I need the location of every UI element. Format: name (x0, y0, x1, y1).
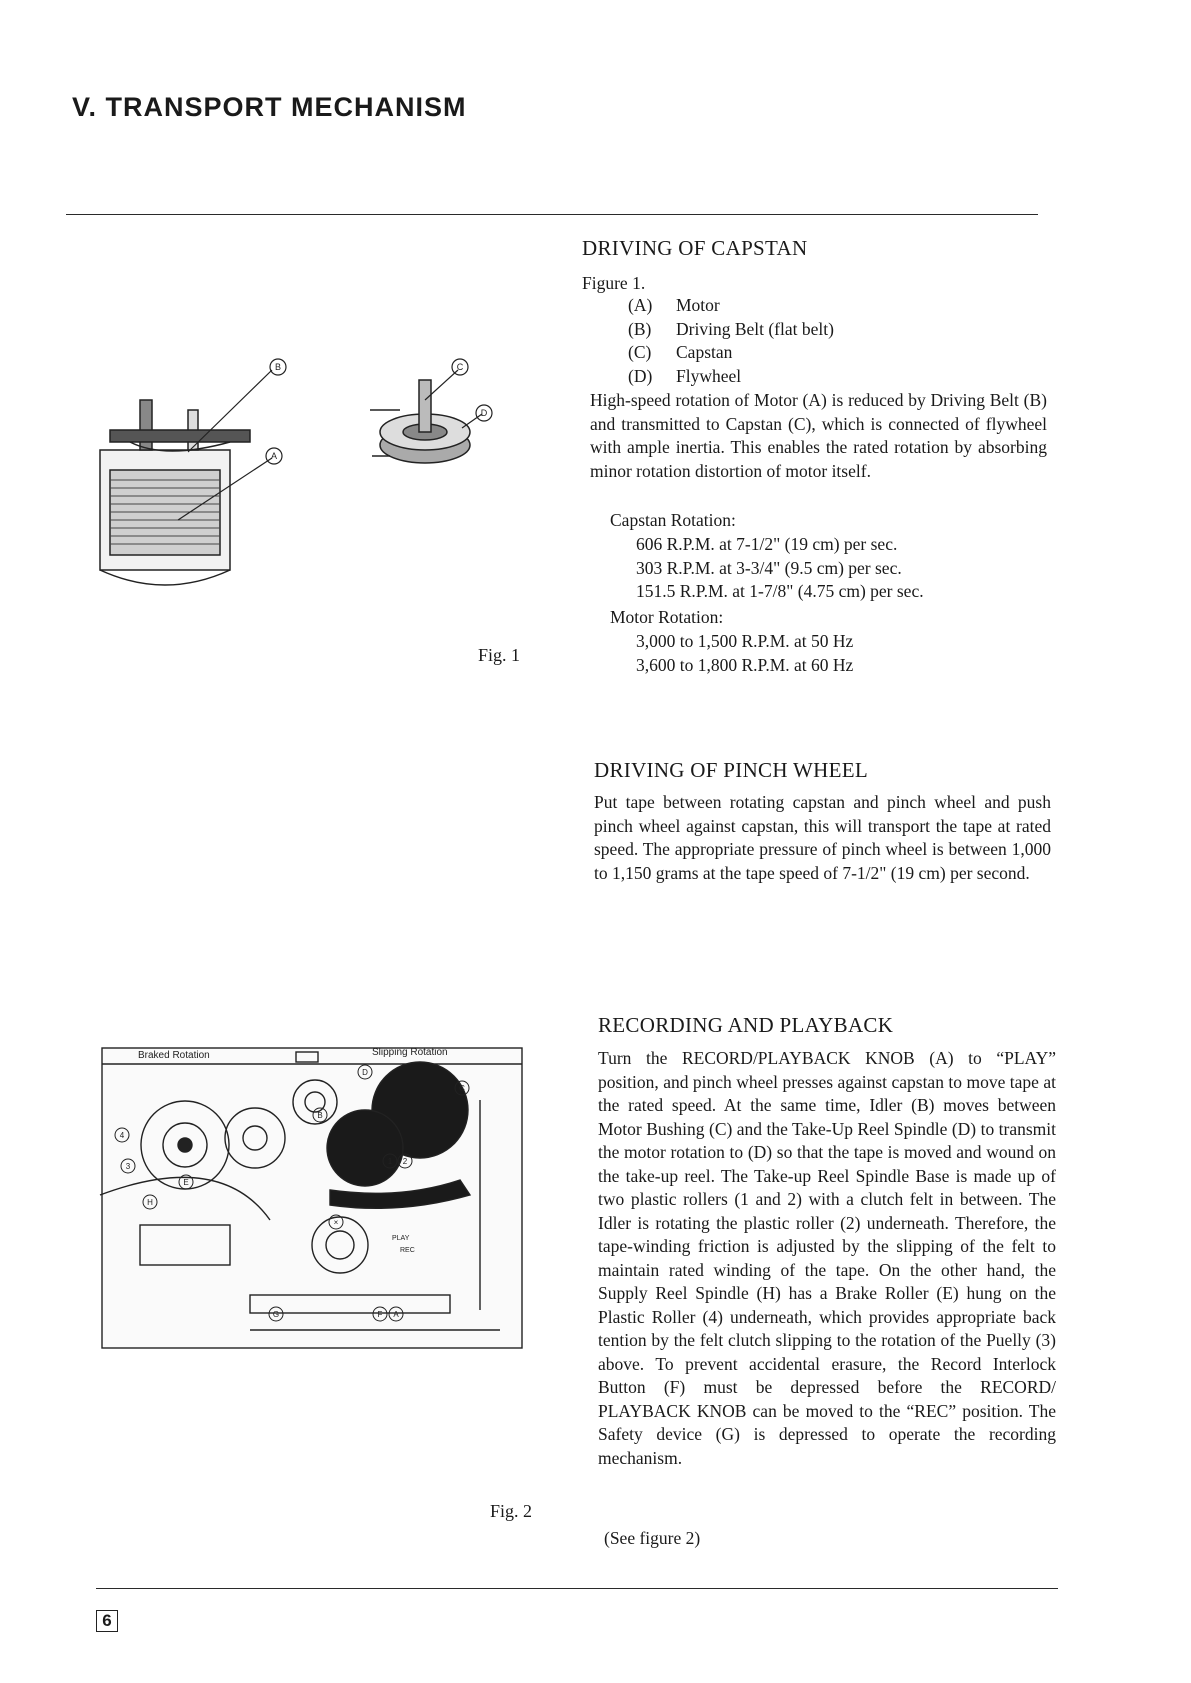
recording-paragraph: Turn the RECORD/PLAYBACK KNOB (A) to “PLAY” position, and pinch wheel presses against capstan to move tape at the rated speed. At the same time, Idler (B) moves between Motor Bushing (C) and the Take-Up Reel Spindle (D) to transmit the motor rotation to (D) so that the tape is moved and wound on the take-up reel. The Take-up Reel Spindle Base is made up of two plastic rollers (1 and 2) with a clutch felt in between. The Idler is rotating the plastic roller (2) underneath. Therefore, the tape-winding friction is adjusted by the slipping of the felt to maintain rated winding of the tape. On the other hand, the Supply Reel Spindle (H) has a Brake Roller (E) hung on the Plastic Roller (4) underneath, which provides appropriate back tention by the felt clutch slipping to the rotation of the Puelly (3) above. To prevent accidental erasure, the Record Interlock Button (F) must be depressed before the RECORD/ PLAYBACK KNOB can be moved to the “REC” position. The Safety device (G) is depressed to operate the recording mechanism. (598, 1048, 1056, 1468)
callout-d: D (362, 1068, 368, 1077)
capstan-rotation-item: 606 R.P.M. at 7-1/2" (19 cm) per sec. (636, 534, 898, 554)
top-divider (66, 214, 1038, 215)
motor-rotation-label: Motor Rotation: (610, 607, 724, 627)
page-title: V. TRANSPORT MECHANISM (72, 92, 467, 122)
capstan-section-title: DRIVING OF CAPSTAN (582, 236, 808, 260)
motor-rotation-item: 3,600 to 1,800 R.P.M. at 60 Hz (636, 654, 854, 675)
capstan-rotation-item: 151.5 R.P.M. at 1-7/8" (4.75 cm) per sec. (636, 581, 924, 601)
motor-drawing (100, 400, 250, 585)
callout-x: × (333, 1218, 339, 1227)
motor-rotation-list (636, 630, 853, 677)
slipping-rotation-label: Slipping Rotation (372, 1047, 448, 1058)
callout-h: H (147, 1198, 153, 1207)
figure-reference: Figure 1. (582, 273, 646, 293)
pinch-paragraph: Put tape between rotating capstan and pinch wheel and push pinch wheel against capstan, this will transport the tape at rated speed. The appropriate pressure of pinch wheel is between 1,000 to 1,150 grams at the tape speed of 7-1/2" (19 cm) per second. (594, 792, 1051, 883)
callout-e: E (183, 1178, 189, 1187)
figure-1-caption: Fig. 1 (478, 645, 521, 665)
parts-list-item: (C) Capstan (628, 342, 733, 362)
callout-b: B (274, 362, 282, 372)
callout-c: C (456, 362, 464, 372)
figure-2-caption: Fig. 2 (490, 1501, 533, 1521)
callout-b: B (317, 1111, 323, 1120)
callout-a: A (270, 451, 278, 461)
bottom-divider (96, 1588, 1058, 1589)
pinch-section-title: DRIVING OF PINCH WHEEL (594, 758, 868, 782)
capstan-flywheel-drawing (370, 380, 470, 463)
figure-1-motor-capstan-drawing (90, 362, 530, 630)
parts-list (628, 294, 834, 388)
play-label: PLAY (392, 1235, 410, 1242)
parts-list-item: (D) Flywheel (628, 365, 742, 386)
callout-3: 3 (125, 1162, 131, 1171)
callout-a: A (393, 1310, 399, 1319)
callout-1: 1 (387, 1157, 393, 1166)
capstan-rotation-item: 303 R.P.M. at 3-3/4" (9.5 cm) per sec. (636, 557, 902, 578)
recording-section-title: RECORDING AND PLAYBACK (598, 1013, 894, 1037)
capstan-rotation-label: Capstan Rotation: (610, 510, 736, 530)
callout-g: G (272, 1310, 280, 1319)
braked-rotation-label: Braked Rotation (138, 1050, 210, 1061)
callout-4: 4 (119, 1131, 125, 1140)
figure-2-mechanism-drawing (100, 1030, 530, 1350)
see-figure-note: (See figure 2) (604, 1528, 701, 1548)
motor-rotation-item: 3,000 to 1,500 R.P.M. at 50 Hz (636, 631, 854, 651)
parts-list-item: (B) Driving Belt (flat belt) (628, 318, 834, 339)
callout-d: D (480, 408, 488, 418)
capstan-paragraph: High-speed rotation of Motor (A) is reduced by Driving Belt (B) and transmitted to Capstan (C), which is connected of flywheel with ample inertia. This enables the rated rotation by absorbing minor rotation distortion of motor itself. (590, 390, 1047, 481)
callout-2: 2 (402, 1157, 408, 1166)
page-number: 6 (96, 1610, 118, 1632)
rec-label: REC (400, 1247, 415, 1254)
callout-c: C (459, 1084, 465, 1093)
capstan-rotation-list (636, 533, 924, 604)
parts-list-item: (A) Motor (628, 295, 720, 315)
callout-f: F (377, 1310, 383, 1319)
